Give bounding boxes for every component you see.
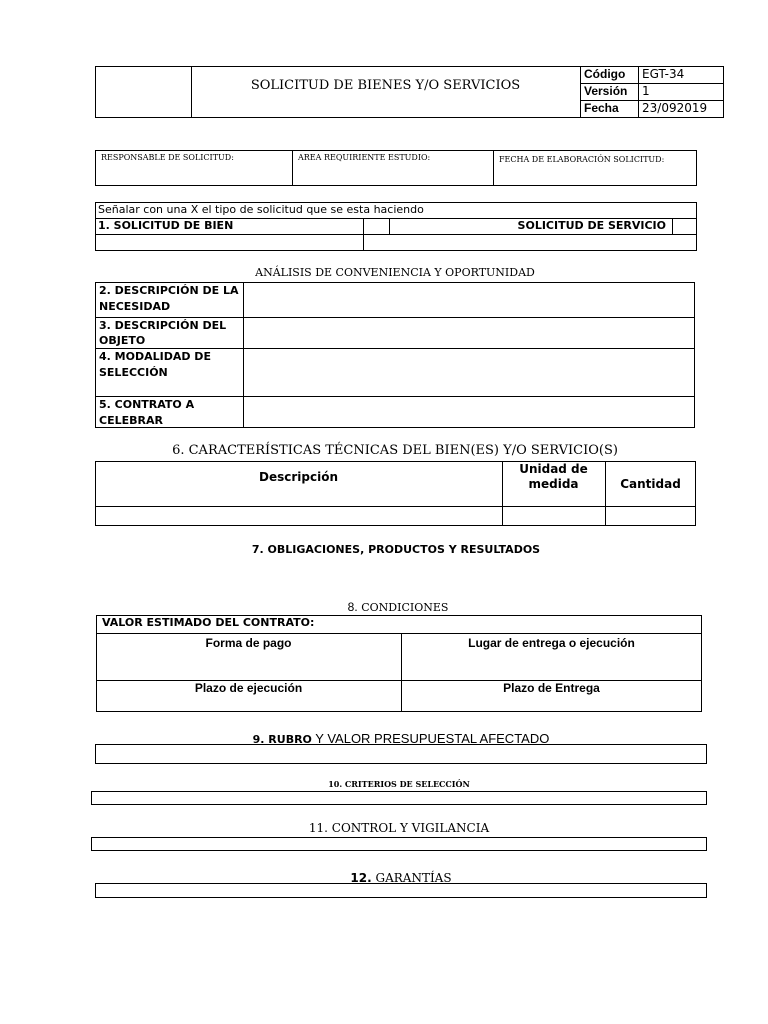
info-divider (493, 150, 494, 186)
tipo-row-line (95, 234, 697, 235)
codigo-value: EGT-34 (642, 67, 685, 81)
plazo-entrega-label: Plazo de Entrega (503, 681, 600, 695)
tipo-instruction: Señalar con una X el tipo de solicitud que se esta haciendo (98, 203, 424, 216)
criterios-field[interactable] (91, 791, 707, 805)
control-field[interactable] (91, 837, 707, 851)
descripcion-objeto-field[interactable] (244, 318, 694, 348)
analisis-title: ANÁLISIS DE CONVENIENCIA Y OPORTUNIDAD (255, 266, 535, 279)
info-divider (292, 150, 293, 186)
descripcion-cell[interactable] (96, 507, 502, 525)
criterios-title: 10. CRITERIOS DE SELECCIÓN (328, 779, 470, 789)
plazo-ejecucion-label: Plazo de ejecución (194, 681, 303, 695)
solicitud-bien-label: 1. SOLICITUD DE BIEN (98, 219, 234, 232)
descripcion-objeto-label: 3. DESCRIPCIÓN DEL OBJETO (99, 319, 227, 347)
codigo-label: Código (584, 67, 626, 81)
garantias-text: GARANTÍAS (371, 871, 452, 885)
control-title: 11. CONTROL Y VIGILANCIA (308, 821, 490, 835)
garantias-field[interactable] (95, 883, 707, 898)
solicitud-servicio-label: SOLICITUD DE SERVICIO (517, 219, 666, 232)
fecha-label: Fecha (584, 101, 619, 115)
condiciones-table (96, 615, 702, 712)
header-divider (638, 66, 639, 118)
document-title: SOLICITUD DE BIENES Y/O SERVICIOS (250, 78, 521, 93)
col-descripcion-header: Descripción (259, 470, 338, 484)
contrato-celebrar-field[interactable] (244, 397, 694, 428)
responsable-label: RESPONSABLE DE SOLICITUD: (101, 153, 234, 162)
version-value: 1 (642, 84, 650, 98)
garantias-number: 12. (350, 871, 372, 885)
col-cantidad-header: Cantidad (620, 477, 681, 491)
area-label: AREA REQUIRIENTE ESTUDIO: (298, 153, 431, 162)
obligaciones-title: 7. OBLIGACIONES, PRODUCTOS Y RESULTADOS (251, 543, 541, 556)
descripcion-necesidad-label: 2. DESCRIPCIÓN DE LA NECESIDAD (99, 284, 239, 313)
modalidad-seleccion-label: 4. MODALIDAD DE SELECCIÓN (99, 350, 211, 379)
lugar-entrega-label: Lugar de entrega o ejecución (468, 636, 635, 650)
cantidad-cell[interactable] (606, 507, 695, 525)
contrato-celebrar-label: 5. CONTRATO A CELEBRAR (99, 398, 195, 427)
col-unidad-header: Unidad de medida (519, 462, 588, 491)
caracteristicas-title: 6. CARACTERÍSTICAS TÉCNICAS DEL BIEN(ES) Y/O SERVICIO(S) (172, 443, 618, 458)
header-divider (580, 66, 581, 118)
condiciones-row-line (96, 633, 702, 634)
fecha-value: 23/092019 (642, 101, 708, 115)
rubro-title-b: Y VALOR PRESUPUESTAL AFECTADO (311, 731, 550, 746)
unidad-cell[interactable] (503, 507, 605, 525)
modalidad-seleccion-field[interactable] (244, 349, 694, 396)
forma-pago-label: Forma de pago (205, 636, 292, 650)
condiciones-title (95, 600, 701, 614)
servicio-checkbox[interactable] (673, 219, 697, 234)
valor-estimado-label: VALOR ESTIMADO DEL CONTRATO: (102, 616, 315, 629)
fecha-elaboracion-label: FECHA DE ELABORACIÓN SOLICITUD: (499, 155, 665, 164)
rubro-title-a: 9. RUBRO (252, 733, 312, 746)
version-label: Versión (584, 84, 628, 98)
bien-checkbox[interactable] (364, 219, 389, 234)
condiciones-number: 8 (347, 600, 355, 614)
rubro-field[interactable] (95, 744, 707, 764)
condiciones-text: . CONDICIONES (354, 601, 449, 614)
descripcion-necesidad-field[interactable] (244, 283, 694, 317)
